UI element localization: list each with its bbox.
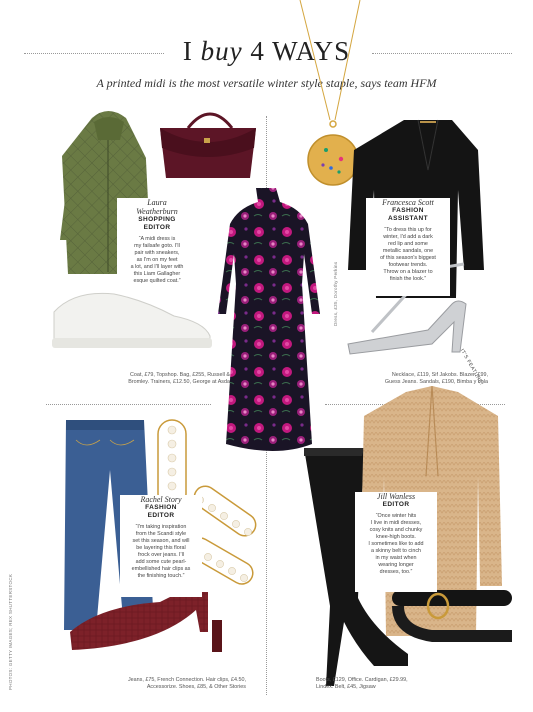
editor-role: EDITOR	[147, 512, 175, 519]
floral-midi-dress	[218, 188, 320, 451]
editor-card-francesca	[366, 198, 450, 296]
page-subtitle: A printed midi is the most versatile winter style staple, says team HFM	[96, 76, 437, 90]
dress-credit: Dress, £35, Dorothy Perkins	[333, 261, 338, 326]
editor-name: Jill Wanless	[376, 492, 416, 501]
editor-role: EDITOR	[143, 224, 171, 231]
photos-credit: PHOTOS: GETTY IMAGES; REX SHUTTERSTOCK	[8, 573, 13, 690]
editor-role: FASHION	[145, 504, 177, 511]
page-title: I buy 4 WAYS	[182, 36, 351, 66]
product-credit-top-right: Necklace, £119, Sif Jakobs. Blazer, £99, Guess Jeans. Sandals, £190, Bimba y Lola	[384, 372, 488, 385]
feature-badge: IT'S FEATURE!	[458, 348, 485, 387]
product-credit-top-left: Coat, £79, Topshop. Bag, £255, Russell & Bromley. Trainers, £12.50, George at Asda	[128, 372, 230, 385]
necklace	[300, 0, 360, 185]
editor-quote: “To dress this up for winter, I'd add a dark red lip and some metallic sandals, one of this season's biggest footwear trends. Throw on a blazer to finish the look.”	[380, 227, 436, 282]
product-credit-bottom-right: Boots, £129, Office. Cardigan, £29.99, Lindex. Belt, £45, Jigsaw	[316, 677, 408, 690]
editor-role: ASSISTANT	[388, 215, 428, 222]
editor-name: Francesca Scott	[382, 198, 434, 207]
editor-card-jill	[355, 492, 437, 592]
croc-bag	[160, 114, 256, 178]
editor-role: EDITOR	[382, 501, 410, 508]
editor-quote: “Once winter hits I live in midi dresses, cosy knits and chunky knee-high boots. I sometimes like to add a skinny belt to cinch in my waist when wearing longer dresses, too.”	[368, 513, 424, 575]
editor-card-laura	[117, 198, 197, 293]
editor-name: Laura	[147, 198, 167, 207]
editor-card-rachel	[120, 495, 202, 597]
editor-name: Rachel Story	[140, 495, 182, 504]
editor-quote: “I'm taking inspiration from the Scandi style set this season, and will be layering this floral frock over jeans. I'll add some cute pearl- embellished hair clips as the finishing touch.”	[131, 524, 191, 579]
editor-quote: “A midi dress is my failsafe goto. I'll pair with sneakers, as I'm on my feet a lot, and I'll layer with this Liam Gallagher esque quilted coat.”	[130, 236, 184, 284]
editor-role: SHOPPING	[138, 216, 176, 223]
editor-name: Weatherburn	[136, 207, 178, 216]
editor-role: FASHION	[392, 207, 424, 214]
product-credit-bottom-left: Jeans, £75, French Connection. Hair clips, £4.50, Accessorize. Shoes, £85, & Other Stories	[127, 677, 246, 690]
white-trainers	[52, 293, 212, 348]
